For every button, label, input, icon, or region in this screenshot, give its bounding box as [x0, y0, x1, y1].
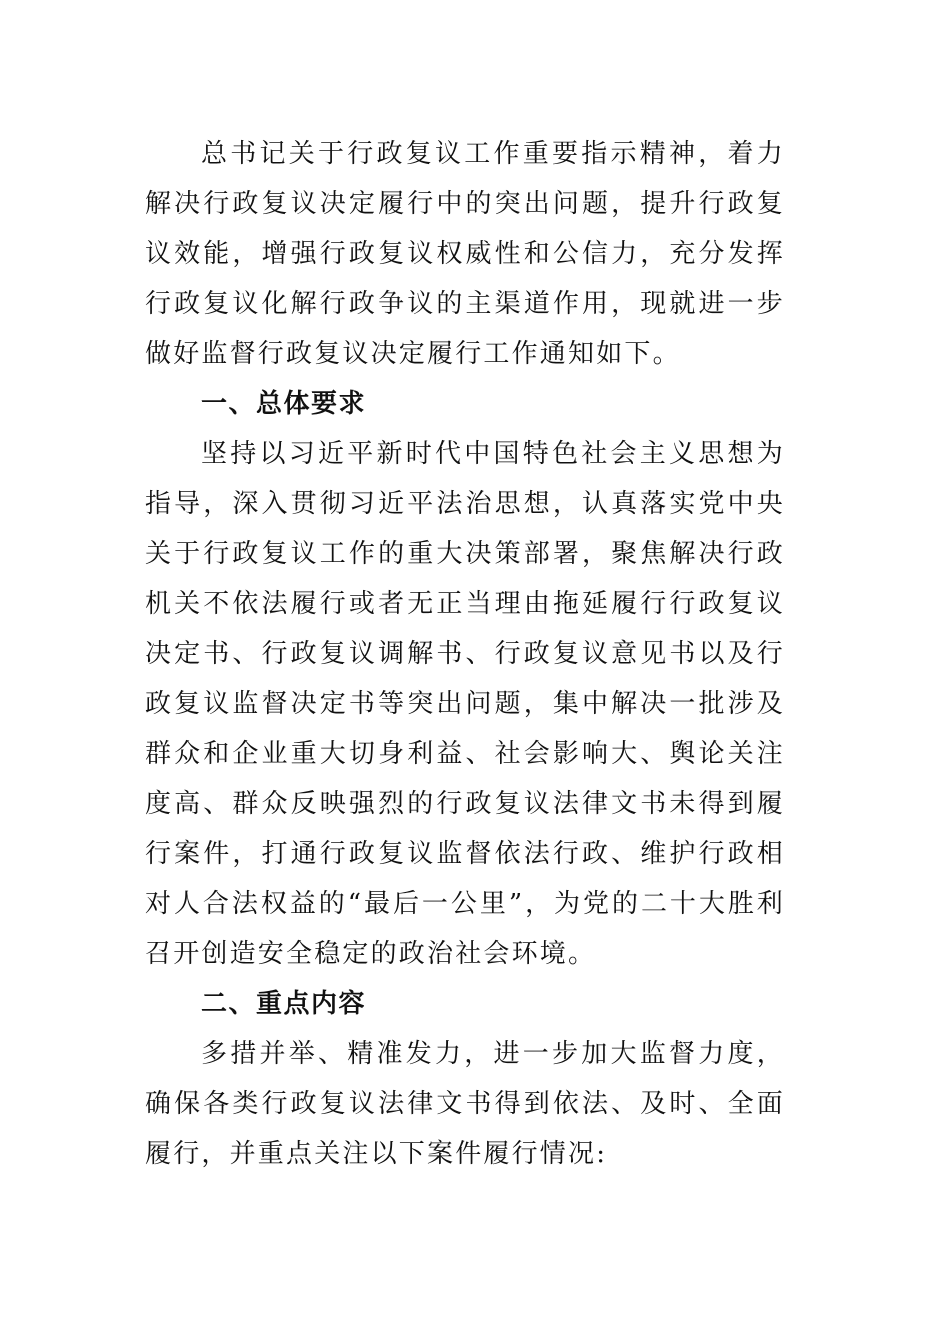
- intro-paragraph: 总书记关于行政复议工作重要指示精神，着力解决行政复议决定履行中的突出问题，提升行政复议效能，增强行政复议权威性和公信力，充分发挥行政复议化解行政争议的主渠道作用，现就进一步做好监督行政复议决定履行工作通知如下。: [145, 139, 785, 369]
- document-body: [145, 129, 785, 1179]
- section-heading-key-content: 二、重点内容: [201, 989, 367, 1019]
- section-1-paragraph: 坚持以习近平新时代中国特色社会主义思想为指导，深入贯彻习近平法治思想，认真落实党中央关于行政复议工作的重大决策部署，聚焦解决行政机关不依法履行或者无正当理由拖延履行行政复议决定书、行政复议调解书、行政复议意见书以及行政复议监督决定书等突出问题，集中解决一批涉及群众和企业重大切身利益、社会影响大、舆论关注度高、群众反映强烈的行政复议法律文书未得到履行案件，打通行政复议监督依法行政、维护行政相对人合法权益的“最后一公里”，为党的二十大胜利召开创造安全稳定的政治社会环境。: [145, 439, 785, 969]
- section-2-paragraph: 多措并举、精准发力，进一步加大监督力度，确保各类行政复议法律文书得到依法、及时、全面履行，并重点关注以下案件履行情况:: [145, 1039, 785, 1169]
- section-heading-overall-requirements: 一、总体要求: [201, 389, 367, 419]
